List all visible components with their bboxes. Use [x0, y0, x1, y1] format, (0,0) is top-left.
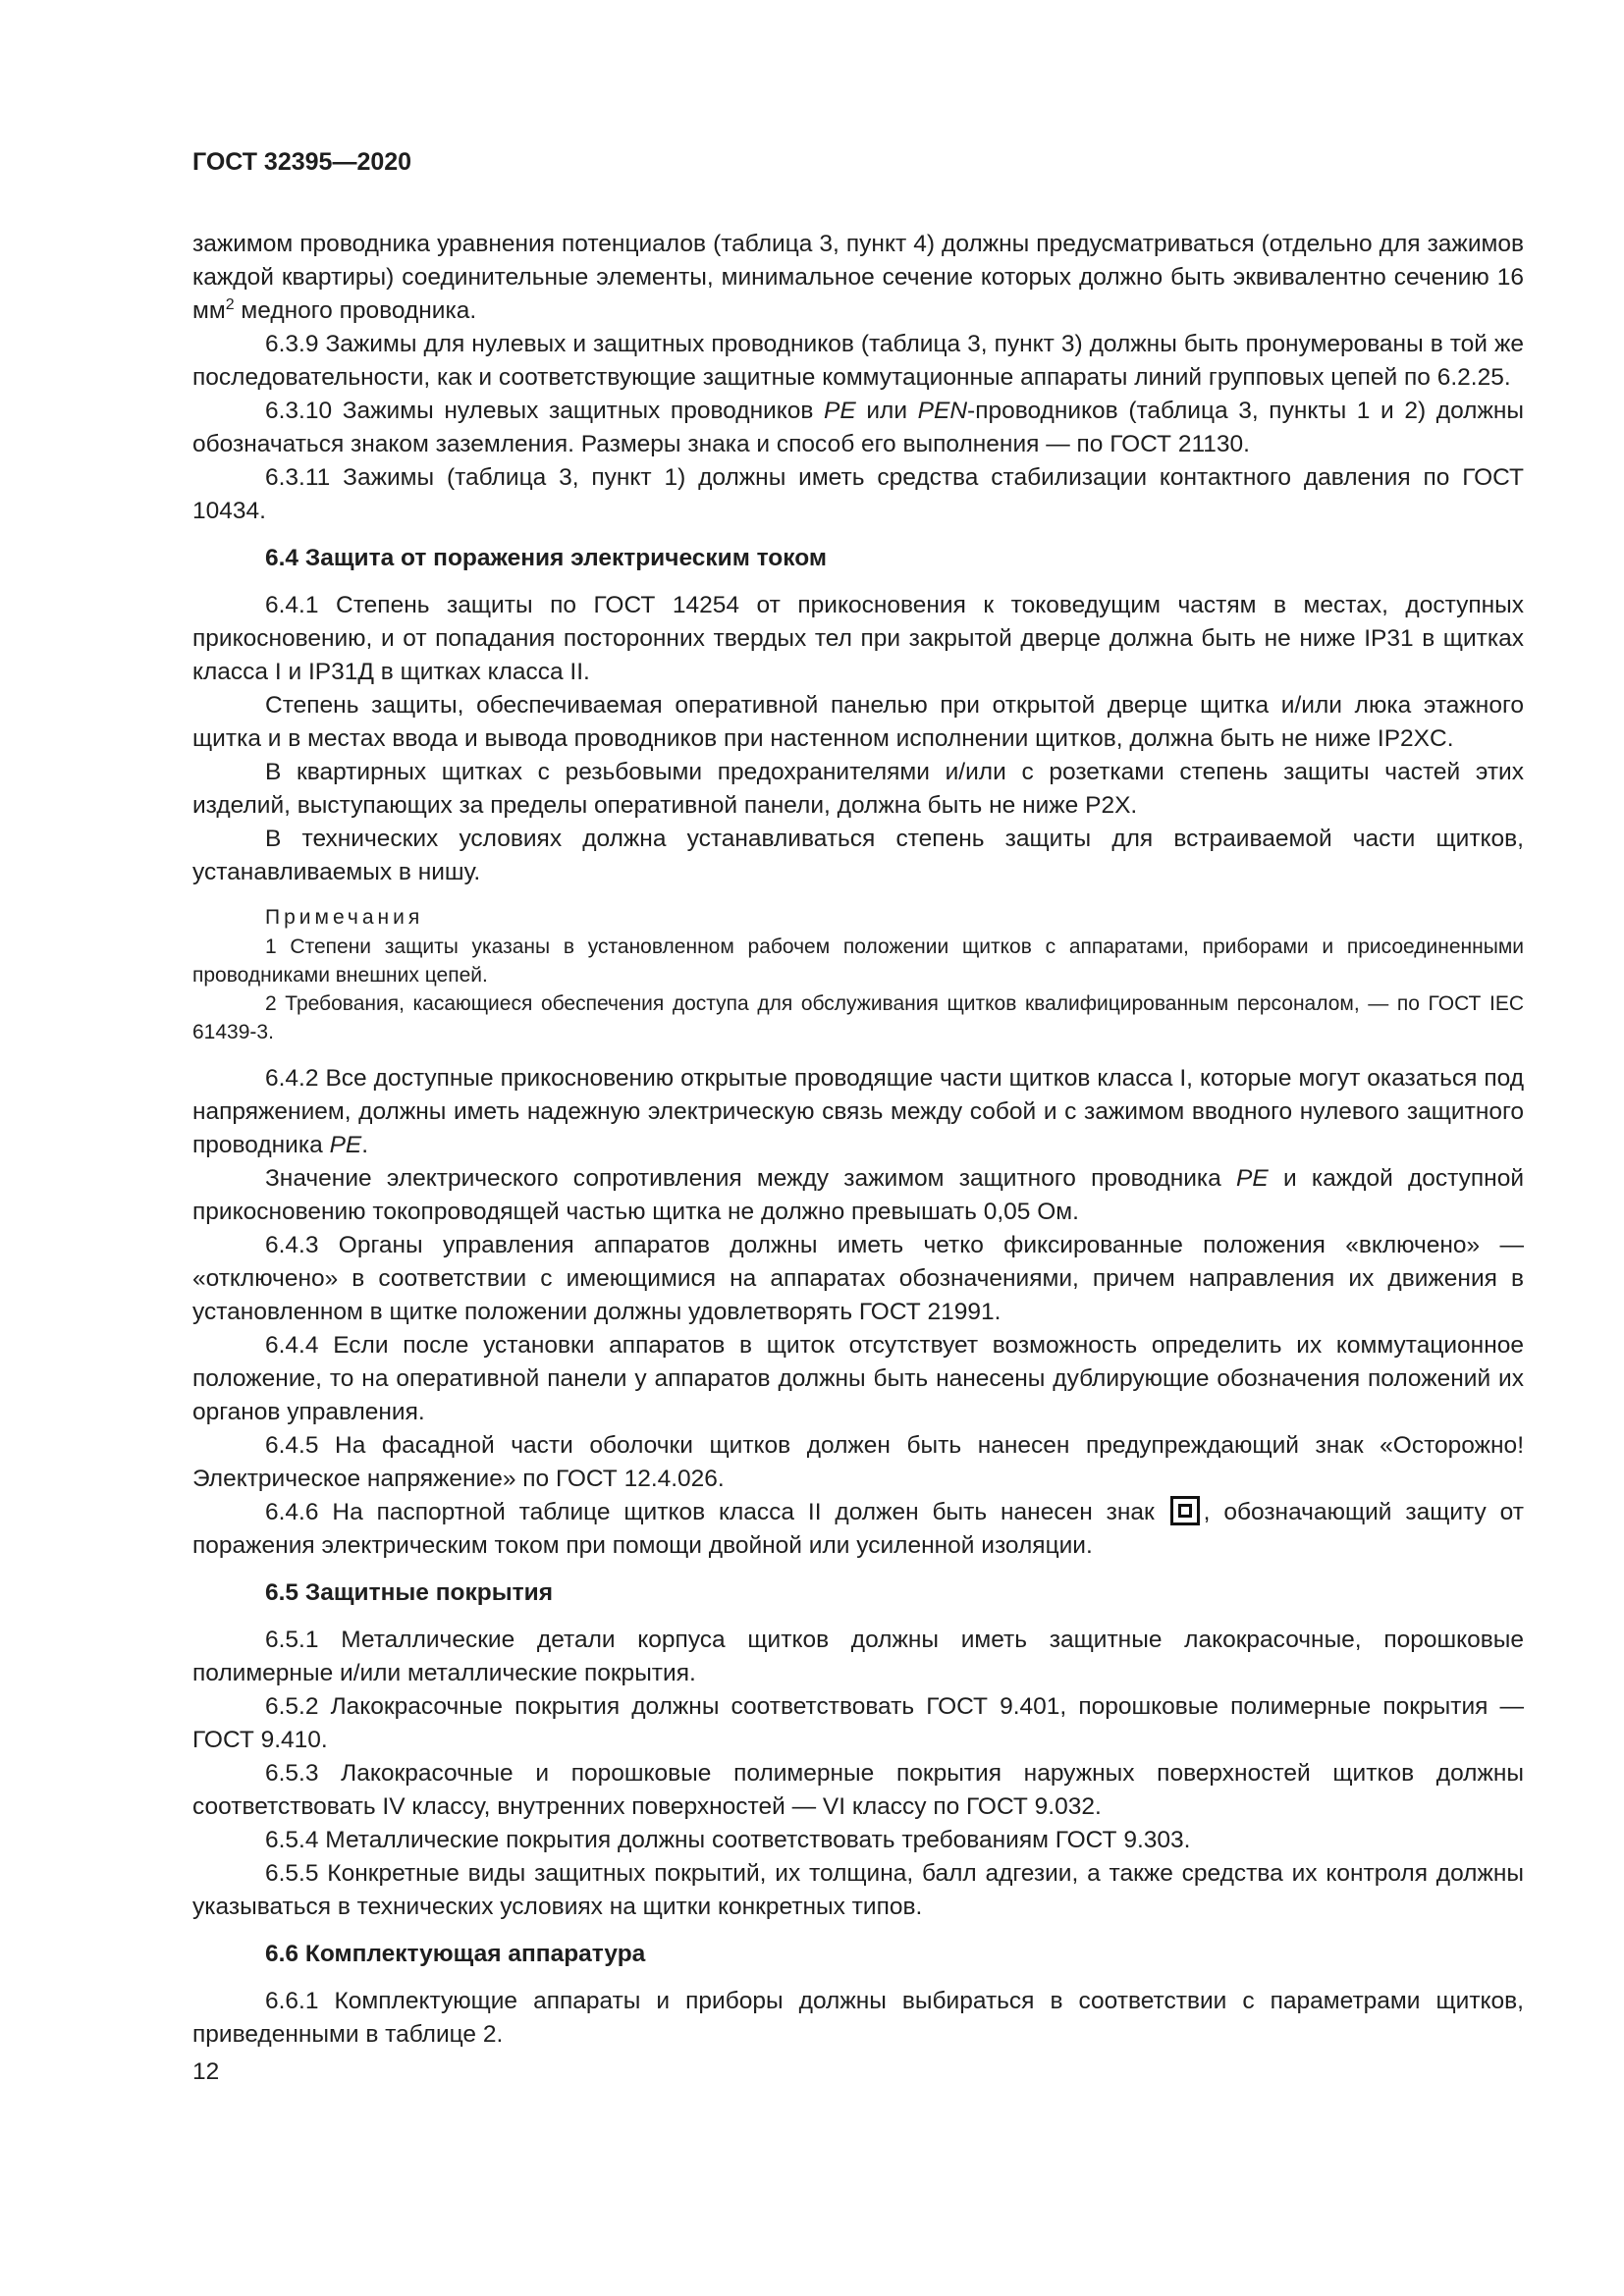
- paragraph-6-4-1-c: В квартирных щитках с резьбовыми предохранителями и/или с розетками степень защиты частей этих изделий, выступающих за пределы оперативной панели, должна быть не ниже Р2Х.: [192, 759, 1524, 819]
- paragraph-6-3-10: 6.3.10 Зажимы нулевых защитных проводников PE или PEN-проводников (таблица 3, пункты 1 и 2) должны обозначаться знаком заземления. Размеры знака и способ его выполнения — по ГОСТ 21130.: [192, 398, 1524, 457]
- paragraph-6-6-1: 6.6.1 Комплектующие аппараты и приборы должны выбираться в соответствии с параметрами щитков, приведенными в таблице 2.: [192, 1988, 1524, 2048]
- paragraph-6-3-11: 6.3.11 Зажимы (таблица 3, пункт 1) должны иметь средства стабилизации контактного давления по ГОСТ 10434.: [192, 464, 1524, 524]
- note-1: 1 Степени защиты указаны в установленном рабочем положении щитков с аппаратами, приборами и присоединенными проводниками внешних цепей.: [192, 935, 1524, 987]
- page-number: 12: [192, 2058, 220, 2085]
- paragraph-6-5-3: 6.5.3 Лакокрасочные и порошковые полимерные покрытия наружных поверхностей щитков должны соответствовать IV классу, внутренних поверхностей — VI классу по ГОСТ 9.032.: [192, 1760, 1524, 1820]
- paragraph-6-4-1-d: В технических условиях должна устанавливаться степень защиты для встраиваемой части щитков, устанавливаемых в нишу.: [192, 826, 1524, 885]
- notes-title: Примечания: [265, 906, 424, 929]
- section-heading-6-5: 6.5 Защитные покрытия: [265, 1579, 553, 1606]
- document-page: [192, 147, 1524, 2089]
- paragraph-continuation: зажимом проводника уравнения потенциалов (таблица 3, пункт 4) должны предусматриваться (отдельно для зажимов каждой квартиры) соединительные элементы, минимальное сечение которых должно быть эквивалентно сечению 16 $мм^2$ медного проводника.: [192, 231, 1524, 324]
- paragraph-6-5-5: 6.5.5 Конкретные виды защитных покрытий, их толщина, балл адгезии, а также средства их контроля должны указываться в технических условиях на щитки конкретных типов.: [192, 1860, 1524, 1920]
- section-heading-6-4: 6.4 Защита от поражения электрическим током: [265, 545, 827, 571]
- class-ii-double-square-icon: [1170, 1496, 1200, 1525]
- paragraph-6-4-3: 6.4.3 Органы управления аппаратов должны иметь четко фиксированные положения «включено» — «отключено» в соответствии с имеющимися на аппаратах обозначениями, причем направления их движения в установленном в щитке положении должны удовлетворять ГОСТ 21991.: [192, 1232, 1524, 1325]
- paragraph-6-5-1: 6.5.1 Металлические детали корпуса щитков должны иметь защитные лакокрасочные, порошковые полимерные и/или металлические покрытия.: [192, 1627, 1524, 1686]
- note-2: 2 Требования, касающиеся обеспечения доступа для обслуживания щитков квалифицированным персоналом, — по ГОСТ IEC 61439-3.: [192, 992, 1524, 1043]
- paragraph-6-4-1: 6.4.1 Степень защиты по ГОСТ 14254 от прикосновения к токоведущим частям в местах, доступных прикосновению, и от попадания посторонних твердых тел при закрытой дверце должна быть не ниже IP31 в щитках класса I и IP31Д в щитках класса II.: [192, 592, 1524, 685]
- paragraph-6-4-1-b: Степень защиты, обеспечиваемая оперативной панелью при открытой дверце щитка и/или люка этажного щитка и в местах ввода и вывода проводников при настенном исполнении щитков, должна быть не ниже IP2XC.: [192, 692, 1524, 752]
- paragraph-6-4-2: 6.4.2 Все доступные прикосновению открытые проводящие части щитков класса I, которые могут оказаться под напряжением, должны иметь надежную электрическую связь между собой и с зажимом вводного нулевого защитного проводника PE.: [192, 1065, 1524, 1158]
- paragraph-6-3-9: 6.3.9 Зажимы для нулевых и защитных проводников (таблица 3, пункт 3) должны быть пронумерованы в той же последовательности, как и соответствующие защитные коммутационные аппараты линий групповых цепей по 6.2.25.: [192, 331, 1524, 391]
- superscript: 2: [225, 296, 235, 313]
- paragraph-6-4-4: 6.4.4 Если после установки аппаратов в щиток отсутствует возможность определить их коммутационное положение, то на оперативной панели у аппаратов должны быть нанесены дублирующие обозначения положений их органов управления.: [192, 1332, 1524, 1425]
- document-header: ГОСТ 32395—2020: [192, 148, 412, 176]
- paragraph-6-4-6: 6.4.6 На паспортной таблице щитков класса II должен быть нанесен знак , обозначающий защиту от поражения электрическим током при помощи двойной или усиленной изоляции.: [192, 1496, 1524, 1563]
- paragraph-6-5-2: 6.5.2 Лакокрасочные покрытия должны соответствовать ГОСТ 9.401, порошковые полимерные покрытия — ГОСТ 9.410.: [192, 1693, 1524, 1753]
- paragraph-6-4-5: 6.4.5 На фасадной части оболочки щитков должен быть нанесен предупреждающий знак «Осторожно! Электрическое напряжение» по ГОСТ 12.4.026.: [192, 1432, 1524, 1492]
- section-heading-6-6: 6.6 Комплектующая аппаратура: [265, 1941, 646, 1967]
- paragraph-6-4-2-b: Значение электрического сопротивления между зажимом защитного проводника PE и каждой доступной прикосновению токопроводящей частью щитка не должно превышать 0,05 Ом.: [192, 1165, 1525, 1225]
- paragraph-6-5-4: 6.5.4 Металлические покрытия должны соответствовать требованиям ГОСТ 9.303.: [265, 1827, 1191, 1853]
- notes-block: [192, 903, 1524, 1046]
